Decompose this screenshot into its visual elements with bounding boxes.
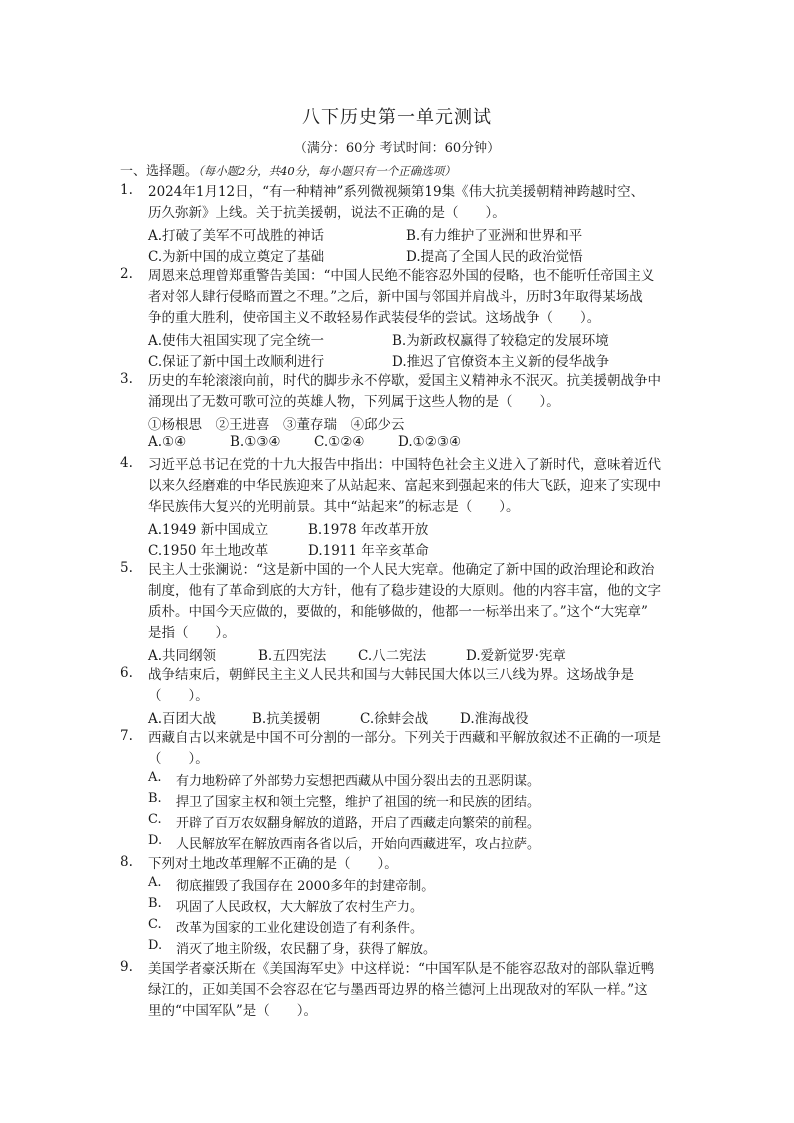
section-heading [120,160,456,179]
option-text: 消灭了地主阶级，农民翻了身，获得了解放。 [176,942,437,957]
answer-option[interactable]: D.①②③④ [398,434,462,450]
question-number: 2. [120,266,133,282]
question-stem-line: 历史的车轮滚滚向前，时代的脚步永不停歇，爱国主义精神永不泯灭。抗美援朝战争中 [148,373,661,389]
answer-option[interactable]: B.为新政权赢得了较稳定的发展环境 [392,333,609,349]
question-stem-line: 2024年1月12日，“有一种精神”系列微视频第19集《伟大抗美援朝精神跨越时空、 [148,184,645,200]
question-stem-line: 以来久经磨难的中华民族迎来了从站起来、富起来到强起来的伟大飞跃，迎来了实现中 [148,478,661,494]
question-stem-line: 是指（ ）。 [148,625,236,641]
answer-option[interactable]: C.徐蚌会战 [360,711,429,727]
option-label: D. [148,833,163,848]
answer-option[interactable]: B.抗美援朝 [252,711,321,727]
question-stem-line: 华民族伟大复兴的光明前景。其中“站起来”的标志是（ ）。 [148,499,520,515]
question-stem-line: 里的“中国军队”是（ ）。 [148,1003,318,1019]
answer-option[interactable]: C.为新中国的成立奠定了基础 [148,249,325,265]
question-stem-line: 习近平总书记在党的十九大报告中指出：中国特色社会主义进入了新时代，意味着近代 [148,457,661,473]
question-number: 1. [120,182,133,198]
question-stem-line: 美国学者豪沃斯在《美国海军史》中这样说：“中国军队是不能容忍敌对的部队靠近鸭 [148,961,655,977]
option-text: 开辟了百万农奴翻身解放的道路，开启了西藏走向繁荣的前程。 [176,816,541,831]
option-text: 巩固了人民政权，大大解放了农村生产力。 [176,900,424,915]
question-stem-line: 下列对土地改革理解不正确的是（ ）。 [148,856,398,872]
question-stem-line: 战争结束后，朝鲜民主主义人民共和国与大韩民国大体以三八线为界。这场战争是 [148,667,634,683]
answer-option[interactable]: A.百团大战 [148,711,217,727]
option-label: C. [148,917,162,932]
answer-option[interactable]: D.淮海战役 [460,711,529,727]
question-stem-line: 西藏自古以来就是中国不可分割的一部分。下列关于西藏和平解放叙述不正确的一项是 [148,730,661,746]
question-stem-line: 民主人士张澜说：“这是新中国的一个人民大宪章。他确定了新中国的政治理论和政治 [148,562,655,578]
answer-option[interactable]: B.有力维护了亚洲和世界和平 [406,228,583,244]
option-text: 有力地粉碎了外部势力妄想把西藏从中国分裂出去的丑恶阴谋。 [176,774,541,789]
answer-option[interactable]: D.推迟了官僚资本主义新的侵华战争 [392,354,610,370]
question-stem-line: 历久弥新》上线。关于抗美援朝，说法不正确的是（ ）。 [148,205,506,221]
question-number: 5. [120,560,133,576]
answer-option[interactable]: A.使伟大祖国实现了完全统一 [148,333,325,349]
answer-option[interactable]: C.保证了新中国土改顺利进行 [148,354,325,370]
answer-option[interactable]: D.爱新觉罗·宪章 [466,648,566,664]
option-label: D. [148,938,163,953]
answer-option[interactable]: B.①③④ [230,434,281,450]
option-label: A. [148,875,162,890]
question-choices-list: ①杨根思 ②王进喜 ③董存瑞 ④邱少云 [148,417,405,433]
option-text: 改革为国家的工业化建设创造了有利条件。 [176,921,424,936]
question-stem-line: 周恩来总理曾郑重警告美国：“中国人民绝不能容忍外国的侵略，也不能听任帝国主义 [148,268,655,284]
option-label: A. [148,770,162,785]
question-stem-line: 涌现出了无数可歌可泣的英雄人物，下列属于这些人物的是（ ）。 [148,394,560,410]
option-label: C. [148,812,162,827]
option-text: 彻底摧毁了我国存在 2000多年的封建帝制。 [176,879,435,894]
answer-option[interactable]: C.1950 年土地改革 [148,543,269,559]
answer-option[interactable]: A.打破了美军不可战胜的神话 [148,228,325,244]
answer-option[interactable]: D.提高了全国人民的政治觉悟 [406,249,583,265]
answer-option[interactable]: B.五四宪法 [258,648,327,664]
answer-option[interactable]: A.1949 新中国成立 [148,522,269,538]
option-text: 人民解放军在解放西南各省以后，开始向西藏进军，攻占拉萨。 [176,837,541,852]
answer-option[interactable]: C.八二宪法 [358,648,427,664]
question-number: 7. [120,728,133,744]
answer-option[interactable]: D.1911 年辛亥革命 [308,543,429,559]
answer-option[interactable]: A.①④ [148,434,187,450]
section-label: 一、选择题。 [120,164,199,179]
option-label: B. [148,791,162,806]
question-number: 9. [120,959,133,975]
page-title: 八下历史第一单元测试 [302,107,492,128]
exam-info: （满分：60分 考试时间：60分钟） [293,141,501,156]
answer-option[interactable]: C.①②④ [314,434,365,450]
option-text: 捍卫了国家主权和领土完整，维护了祖国的统一和民族的团结。 [176,795,541,810]
question-stem-line: 者对邻人肆行侵略而置之不理。”之后，新中国与邻国并肩战斗，历时3年取得某场战 [148,289,643,305]
option-label: B. [148,896,162,911]
answer-option[interactable]: A.共同纲领 [148,648,217,664]
question-stem-line: 质朴。中国今天应做的，要做的，和能够做的，他都一一标举出来了。”这个“大宪章” [148,604,648,620]
section-note: （每小题2分，共40分，每小题只有一个正确选项） [198,164,456,178]
question-stem-line: （ ）。 [148,688,209,704]
question-number: 4. [120,455,133,471]
question-stem-line: 制度，他有了革命到底的大方针，他有了稳步建设的大原则。他的内容丰富，他的文字 [148,583,661,599]
answer-option[interactable]: B.1978 年改革开放 [308,522,429,538]
question-number: 3. [120,371,133,387]
question-stem-line: 绿江的，正如美国不会容忍在它与墨西哥边界的格兰德河上出现敌对的军队一样。”这 [148,982,648,998]
question-stem-line: （ ）。 [148,751,209,767]
question-stem-line: 争的重大胜利，使帝国主义不敢轻易作武装侵华的尝试。这场战争（ ）。 [148,310,601,326]
question-number: 6. [120,665,133,681]
question-number: 8. [120,854,133,870]
